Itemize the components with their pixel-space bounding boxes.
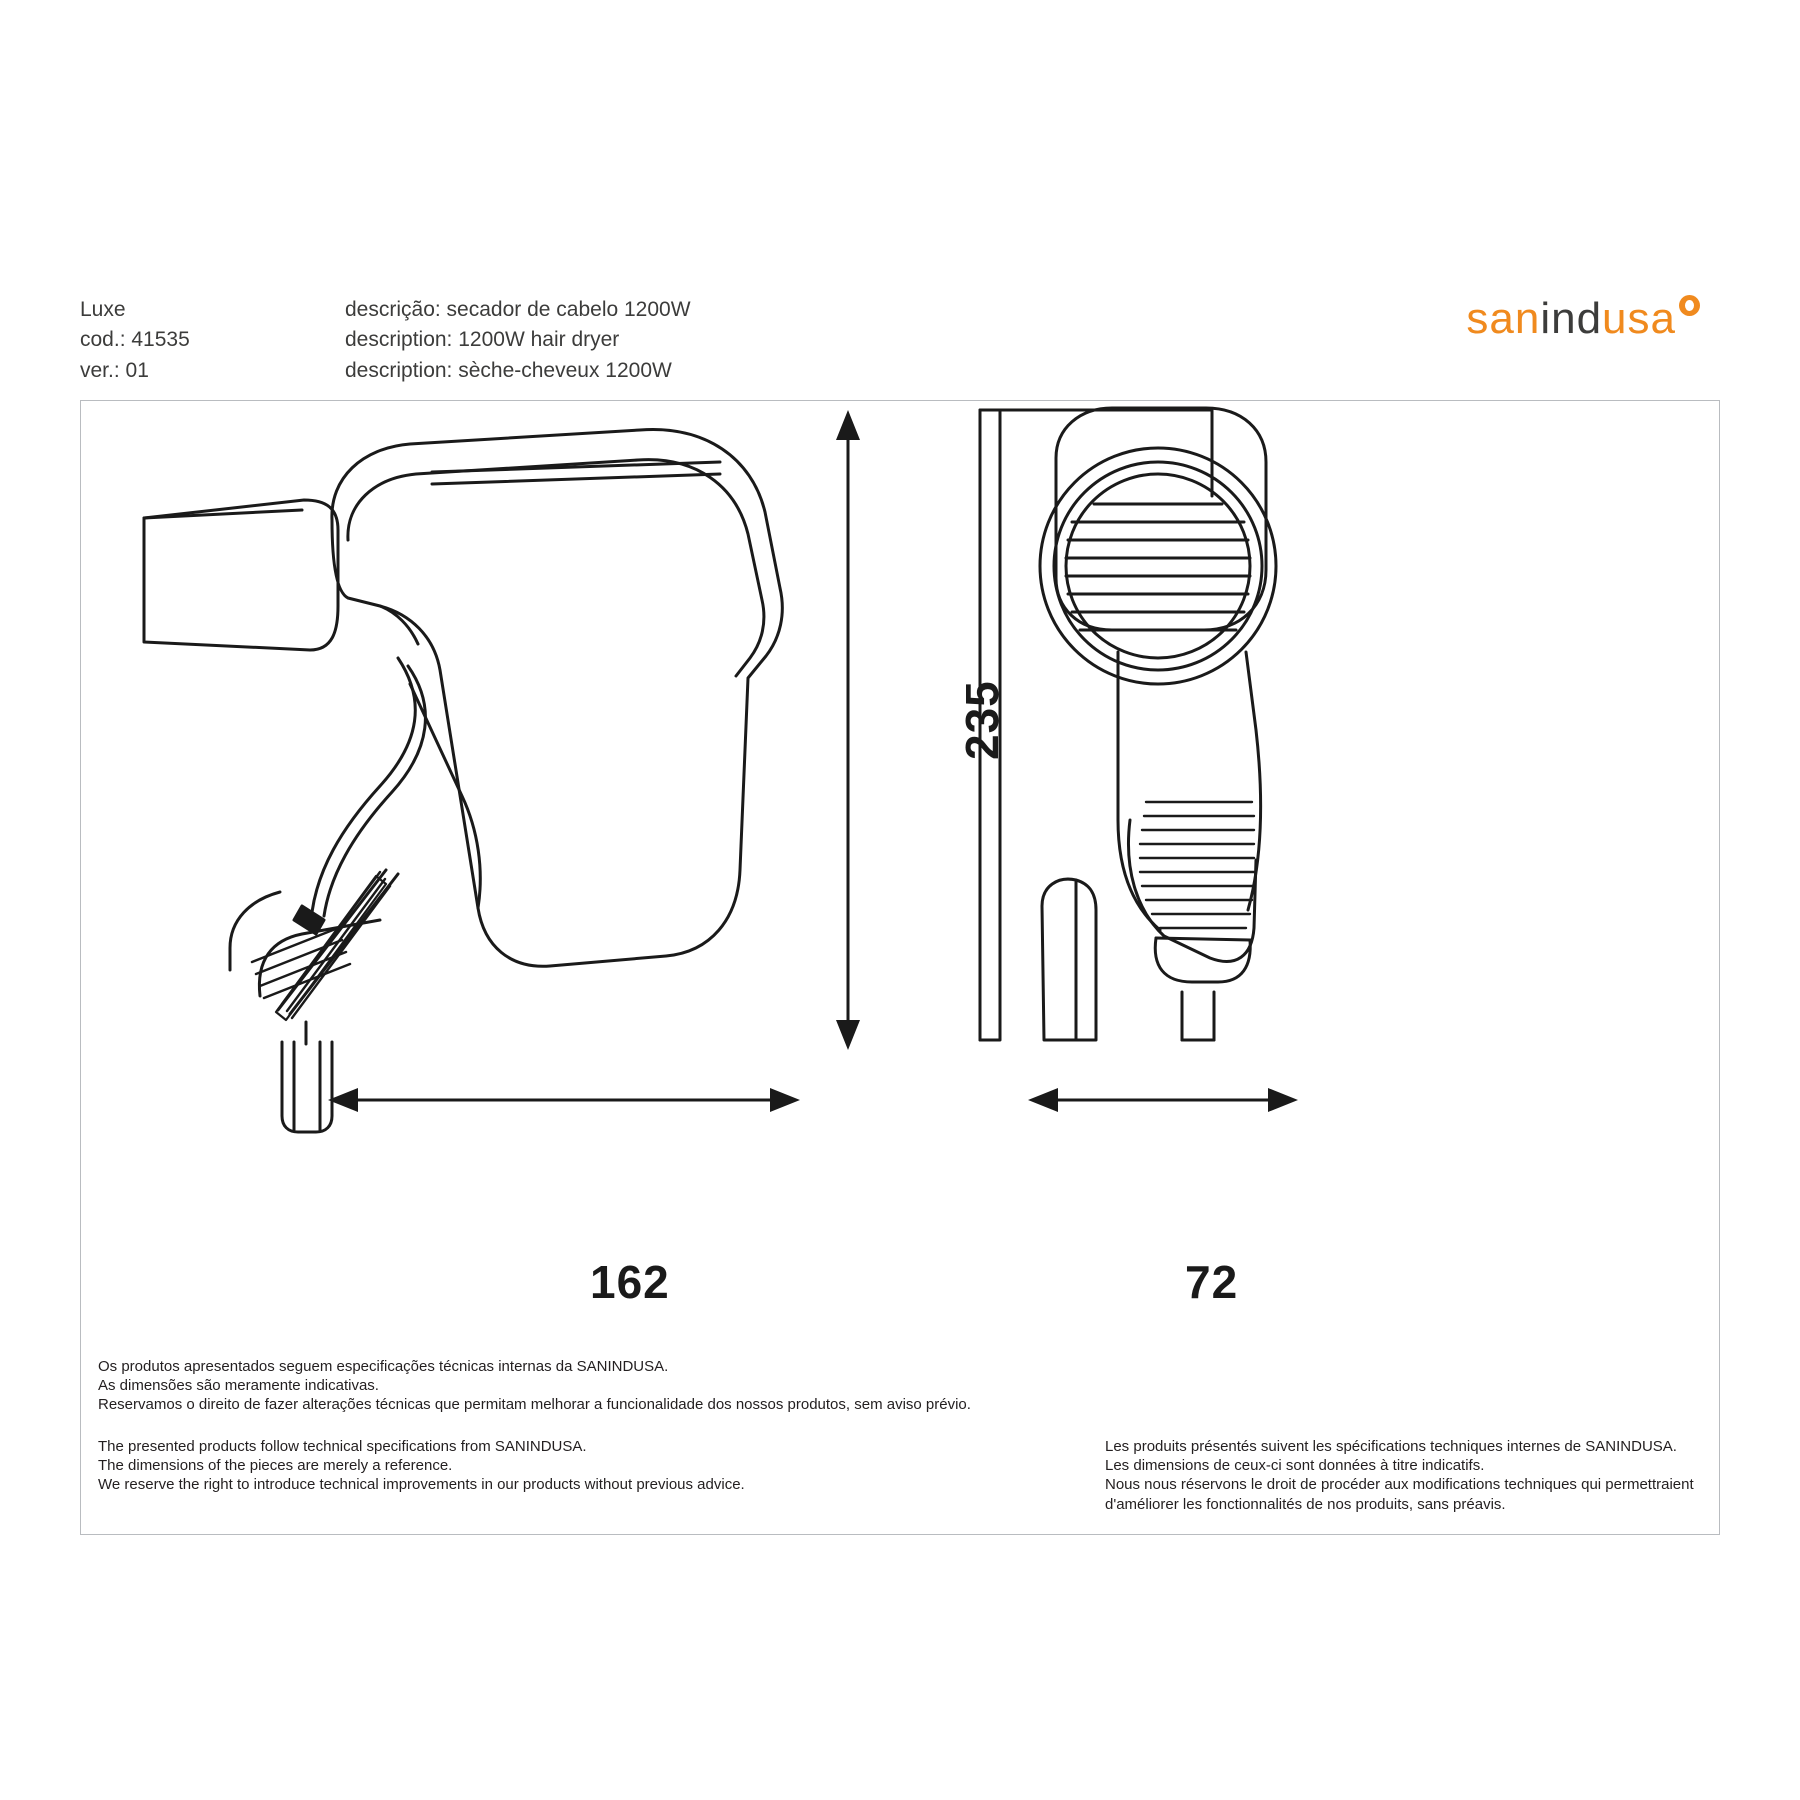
description-pt: descrição: secador de cabelo 1200W	[345, 298, 691, 321]
product-description-block	[345, 295, 691, 386]
product-identity-block	[80, 295, 190, 386]
note-pt-line-2: As dimensões são meramente indicativas.	[98, 1377, 379, 1395]
front-view-geometry	[144, 430, 782, 1132]
side-view-geometry	[980, 408, 1276, 1040]
logo-text-ind: ind	[1540, 294, 1603, 343]
note-pt-line-3: Reservamos o direito de fazer alterações técnicas que permitam melhorar a funcionalidade dos nossos produtos, sem aviso prévio.	[98, 1396, 971, 1414]
note-en-line-2: The dimensions of the pieces are merely a reference.	[98, 1457, 453, 1475]
sanindusa-logo	[1466, 294, 1700, 351]
description-fr: description: sèche-cheveux 1200W	[345, 358, 672, 382]
notes-english	[98, 1437, 745, 1495]
note-fr-line-1: Les produits présentés suivent les spécifications techniques internes de SANINDUSA.	[1105, 1438, 1677, 1455]
dimension-label-depth: 72	[1185, 1256, 1239, 1308]
note-fr-line-2: Les dimensions de ceux-ci sont données à titre indicatifs.	[1105, 1457, 1485, 1475]
product-model: Luxe	[80, 298, 126, 321]
note-pt-line-1: Os produtos apresentados seguem especificações técnicas internas da SANINDUSA.	[98, 1358, 669, 1375]
dimension-height-235	[836, 410, 860, 1050]
description-en: description: 1200W hair dryer	[345, 328, 620, 352]
product-version: ver.: 01	[80, 358, 149, 382]
notes-french	[1105, 1437, 1735, 1514]
logo-text-san: san	[1466, 294, 1541, 343]
logo-wordmark	[1466, 294, 1676, 343]
dimension-depth-72	[1028, 1088, 1298, 1112]
dimension-label-height: 235	[956, 680, 1008, 760]
sheet-header	[80, 295, 1720, 400]
note-en-line-1: The presented products follow technical specifications from SANINDUSA.	[98, 1438, 587, 1455]
logo-text-usa: usa	[1602, 294, 1676, 343]
note-fr-line-3: Nous nous réservons le droit de procéder aux modifications techniques qui permettraient	[1105, 1476, 1694, 1494]
logo-dot-icon	[1679, 295, 1700, 316]
note-fr-line-4: d'améliorer les fonctionnalités de nos produits, sans préavis.	[1105, 1495, 1506, 1513]
notes-portuguese	[98, 1357, 971, 1415]
dimension-width-162	[328, 1088, 800, 1112]
product-code: cod.: 41535	[80, 328, 190, 352]
note-en-line-3: We reserve the right to introduce technical improvements in our products without previous advice.	[98, 1476, 745, 1494]
dimension-label-width: 162	[590, 1256, 670, 1308]
